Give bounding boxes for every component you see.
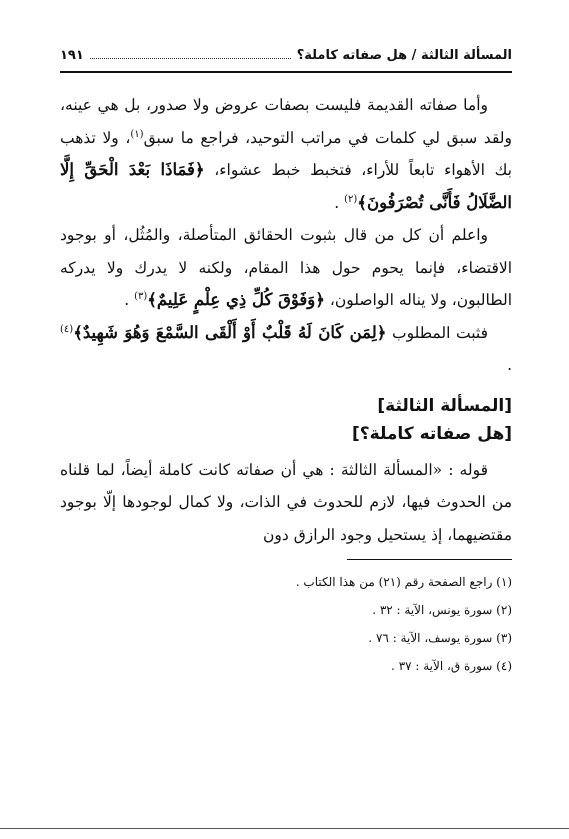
page-number: ١٩١ — [60, 48, 84, 63]
body-text — [60, 89, 512, 551]
paragraph-2-end: . — [124, 291, 135, 309]
running-head-title: المسألة الثالثة / هل صفاته كاملة؟ — [296, 48, 512, 63]
quran-verse-2: ﴿وَفَوْقَ كُلِّ ذِي عِلْمٍ عَلِيمٌ﴾ — [147, 290, 325, 309]
footnote-ref-3[interactable]: (٣) — [134, 290, 148, 302]
quran-verse-1: ﴿فَمَاذَا بَعْدَ الْحَقِّ إِلَّا الضَّلَالُ فَأَنَّى تُصْرَفُونَ﴾ — [60, 160, 512, 212]
paragraph-2 — [60, 219, 512, 317]
paragraph-4 — [60, 454, 512, 552]
paragraph-3-text: فثبت المطلوب — [391, 323, 488, 342]
paragraph-1-text-a: وأما صفاته القديمة فليست بصفات عروض ولا صدور، بل هي عينه، ولقد سبق لي كلمات في مراتب التوحيد، فراجع ما سبق — [60, 96, 512, 147]
leader-dots — [90, 58, 291, 59]
footnote-ref-4[interactable]: (٤) — [60, 323, 74, 335]
footnote-2: (٢) سورة يونس، الآية : ٣٢ . — [372, 603, 512, 617]
section-subtitle: [هل صفاته كاملة؟] — [352, 423, 512, 444]
paragraph-1-end: . — [334, 193, 345, 212]
paragraph-2-text: واعلم أن كل من قال بثبوت الحقائق المتأصلة، والمُثُل، أو بوجود الاقتضاء، فإنما يحوم حول هذا المقام، ولكنه لا يدرك ولا يدركه الطالبون، ولا يناله الواصلون، — [60, 226, 512, 309]
footnote-ref-2[interactable]: (٢) — [344, 193, 358, 205]
section-heading — [60, 392, 512, 448]
footnote-1: (١) راجع الصفحة رقم (٢١) من هذا الكتاب . — [295, 575, 512, 589]
section-title: [المسألة الثالثة] — [377, 395, 512, 416]
quran-verse-3: ﴿لِمَن كَانَ لَهُ قَلْبٌ أَوْ أَلْقَى السَّمْعَ وَهُوَ شَهِيدٌ﴾ — [73, 322, 387, 342]
footnote-rule — [347, 559, 512, 560]
paragraph-3-end: . — [507, 356, 512, 374]
page-bottom-rule — [0, 828, 569, 829]
footnote-ref-1[interactable]: (١) — [130, 128, 144, 140]
page — [60, 48, 512, 680]
footnote-3: (٣) سورة يوسف، الآية : ٧٦ . — [368, 631, 512, 645]
paragraph-1-text-b: ، ولا تذهب بك الأهواء تابعاً للأراء، فتخبط خبط عشواء، — [60, 128, 512, 179]
paragraph-3 — [60, 317, 512, 382]
running-head — [60, 48, 512, 73]
footnotes — [60, 568, 512, 680]
paragraph-4-text: قوله : «المسألة الثالثة : هي أن صفاته كانت كاملة أيضاً، لما قلناه من الحدوث فيها، لازم للحدوث في الذات، ولا كمال لوجودها إلّا بوجود مقتضيهما، إذ يستحيل وجود الرازق دون — [60, 460, 512, 544]
footnote-4: (٤) سورة ق، الآية : ٣٧ . — [391, 659, 512, 673]
paragraph-1 — [60, 89, 512, 219]
